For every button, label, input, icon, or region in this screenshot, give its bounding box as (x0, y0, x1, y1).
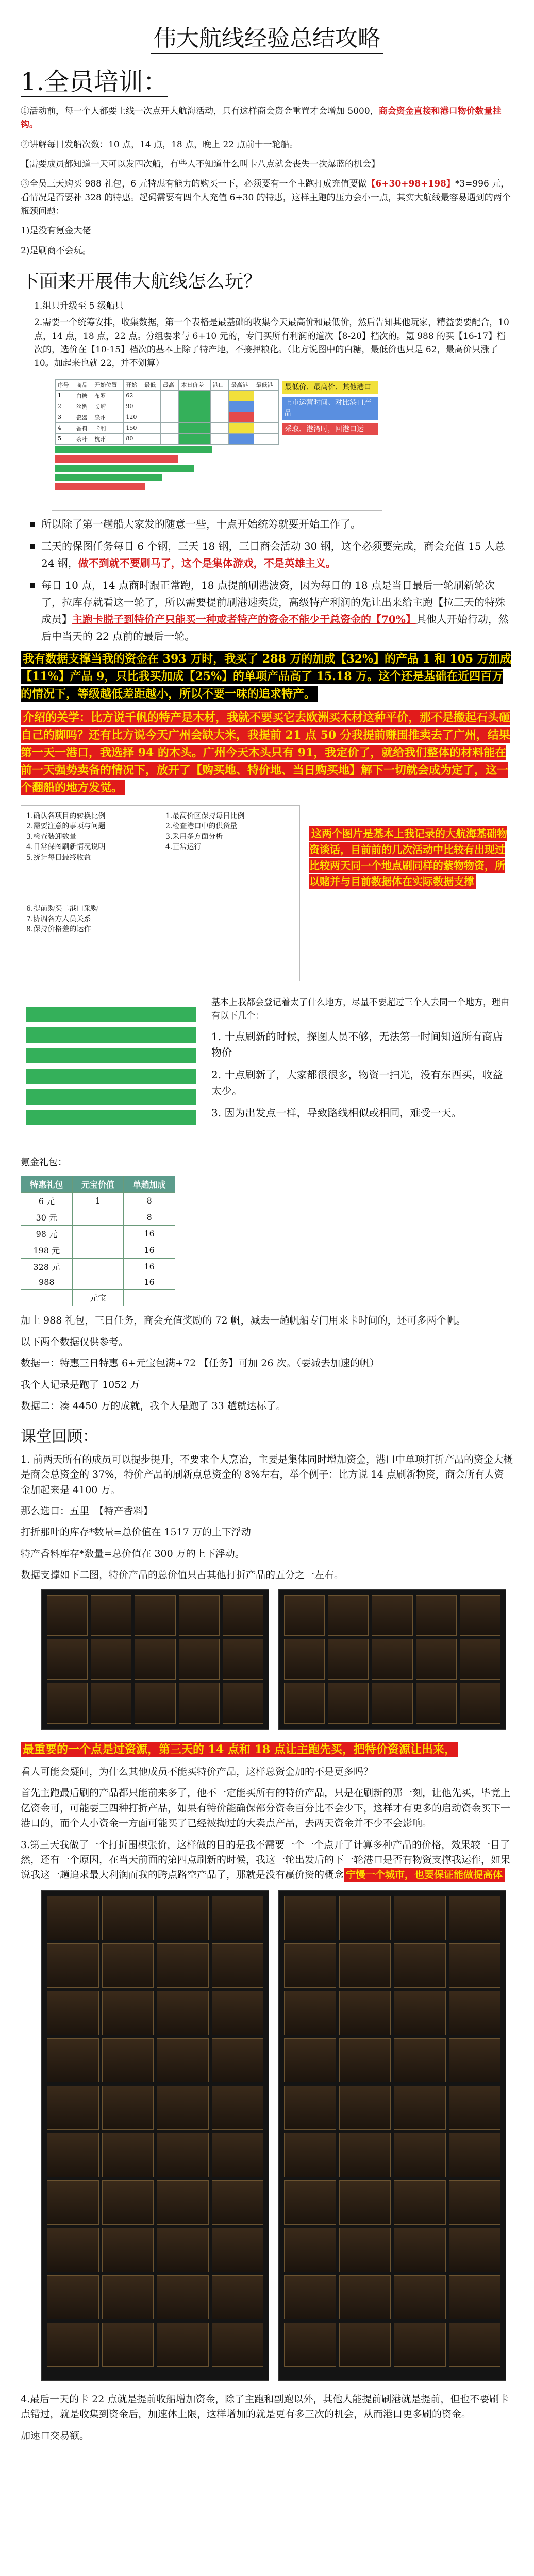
table-row: 198 元 16 (21, 1242, 175, 1259)
gift-table (21, 1176, 175, 1306)
paragraph: 【需要成员都知道一天可以发四次船，有些人不知道什么叫卡八点就会丧失一次爆蓝的机会】 (21, 159, 380, 170)
question-2: 2)是刷商不会玩。 (21, 245, 91, 256)
route-reason-2: 2. 十点刷新了，大家都很很多，物资一扫光，没有东西买，收益太少。 (211, 1069, 503, 1097)
paragraph: ③全员三天购买 988 礼包，6 元特惠有能力的购买一下，必须要有一个主跑打成充值要做【6+30+98+198】*3=996 元，看情况是否要补 328 的特惠。起码需要有四个人充值 6+30 的特惠，这样主跑的压力会小一点，其实大航线最容易遇到的两个瓶颈问题： (21, 179, 511, 217)
table-row: 5 茶叶 杭州 80 (56, 433, 279, 444)
game-screenshot-left (41, 1589, 269, 1730)
bullet-2: 三天的保图任务每日 6 个钢，三天 18 钢，三日商会活动 30 钢，这个必须要完成，商会充值 15 人总 24 钢，做不到就不要刷马了，这个是集体游戏，不是英雄主义。 (21, 538, 513, 572)
table-row: 2 丝绸 长崎 90 (56, 401, 279, 412)
page-title: 伟大航线经验总结攻略 (21, 20, 513, 53)
section-heading-review: 课堂回顾： (21, 1427, 98, 1446)
paragraph: 加速口交易额。 (21, 2430, 90, 2442)
green-highlight-bar (55, 446, 212, 453)
paragraph: 数据一：特惠三日特惠 6+元宝包满+72 【任务】可加 26 次。（要减去加速的帆） (21, 1358, 379, 1369)
table-row: 元宝 (21, 1290, 175, 1306)
notes-region (21, 805, 513, 991)
step-1: 1.组只升级至 5 级船只 (34, 301, 124, 312)
game-screenshots-row (21, 1589, 513, 1734)
table-row: 30 元 8 (21, 1209, 175, 1226)
bullet-1: 所以除了第一趟船大家发的随意一些，十点开始统筹就要开始工作了。 (21, 516, 513, 533)
table-header-row: 序号 商品 开始位置 开始 最低 最高 本日价差 港口 最高港 最低港 (56, 379, 279, 390)
data-table (55, 379, 279, 445)
table-row: 1 白糖 布罗 62 (56, 390, 279, 401)
game-screenshot-right (278, 1589, 506, 1730)
paragraph: 4.最后一天的卡 22 点就是提前收船增加资金，除了主跑和副跑以外，其他人能提前刷港就是提前，但也不要刷卡点错过，就是收集到资金后，加速体上限，这样增加的就是更有多三次的机会，从而港口更多刷的资金。 (21, 2393, 509, 2420)
spreadsheet-screenshot (52, 376, 382, 511)
highlight-red-paragraph: 介绍的关学：比方说千帆的特产是木材，我就不要买它去欧洲买木材这种平价，那不是搬起石头砸自己的脚吗？还有比方说今天广州会缺大米，我提前 21 点 50 分我提前赚围推卖去了广州，结果第一天一港口，我选择 94 的木头。广州今天木头只有 91，我定价了，就给我们整体的材料能在前一天强势卖备的情况下，放开了【购买地、特价地、当日购买地】解下一切就会成为定了，这一个翻船的地方发觉。 (21, 711, 511, 795)
step-2: 2.需要一个统筹安排，收集数据，第一个表格是最基础的收集今天最高价和最低价，然后告知其他玩家，精益要要配合，10 点，14 点，18 点，22 点。分组要求与 6+10 元的，专门买所有利润的道次【8-20】档次的。氪 988 的买【16-17】档次的，选价在【10-15】档次的基本上除了特产地，不接押粮化。（比方说图中的白糖，最低价也只是 62，最高价只涨了 10。加起来也就 22，并不划算） (34, 317, 509, 369)
highlight-red-note: 这两个图片是基本上我记录的大航海基础物资谈话，目前前的几次活动中比较有出现过比较两天同一个地点刷同样的紫物物资，所以赌并与目前数据体在实际数据支撑 (309, 827, 507, 888)
paragraph: 数据支撑如下二图，特价产品的总价值只占其他打折产品的五分之一左右。 (21, 1569, 344, 1581)
notes-screenshot: 1.确认各项目的转换比例 2.需要注意的事项与问题 3.检查装卸数量 4.日常保图刷新情况说明 5.统计每日最终收益 1.最高价区保持每日比例 2.检查港口中的供货量 3.采用多方面分析 4.正常运行 6.提前购买二港口采购 7.协调各方人员关系 8.保持价格差的运作 (21, 805, 300, 981)
paragraph: 我个人记录是跑了 1052 万 (21, 1379, 140, 1391)
route-intro: 基本上我都会登记着太了什么地方，尽量不要超过三个人去同一个地方，理由有以下几个： (211, 997, 509, 1021)
route-reason-1: 1. 十点刷新的时候，探图人员不够，无法第一时间知道所有商店物价 (211, 1030, 503, 1059)
gift-label: 氪金礼包： (21, 1157, 67, 1168)
paragraph: 首先主跑最后刷的产品都只能前来多了，他不一定能买所有的特价产品，只是在刷新的那一刻，让他先买，毕竟上亿资金可，可能要三四种打折产品，如果有特价能确保部分资金百分比不会少下，这样才有更多的启动资金买下一港口的，而个人小资金一方面可能买了已经被掏过的大卖点产品，去两天资金并不少不会影响。 (21, 1787, 511, 1829)
table-row: 3 瓷器 泉州 120 (56, 412, 279, 422)
table-row: 4 香料 卡利 150 (56, 422, 279, 433)
paragraph: 数据二：凑 4450 万的成就，我个人是跑了 33 趟就达标了。 (21, 1400, 286, 1412)
bullet-icon (30, 544, 35, 549)
paragraph: ①活动前，每一个人都要上线一次点开大航海活动，只有这样商会资金重置才会增加 5000，商会资金直接和港口物价数量挂钩。 (21, 106, 502, 130)
route-notes-region (21, 996, 513, 1150)
green-highlight-bar (55, 474, 162, 481)
paragraph: 特产香料库存*数量=总价值在 300 万的上下浮动。 (21, 1548, 245, 1560)
price-grid-screenshot-right (278, 1890, 506, 2381)
red-highlight-bar (55, 455, 178, 463)
question-1: 1)是没有氪金大佬 (21, 226, 91, 236)
paragraph: 那么选口：五里 【特产香料】 (21, 1505, 153, 1517)
paragraph: ②讲解每日发船次数：10 点，14 点，18 点，晚上 22 点前十一轮船。 (21, 139, 298, 150)
section-heading-howto: 下面来开展伟大航线怎么玩？ (21, 271, 262, 293)
price-grid-screenshot-left (41, 1890, 269, 2381)
bullet-icon (30, 583, 35, 588)
paragraph: 打折那叶的库存*数量=总价值在 1517 万的上下浮动 (21, 1527, 251, 1538)
highlight-black-paragraph: 我有数据支撑当我的资金在 393 万时，我买了 288 万的加成【32%】的产品 1 和 105 万加成【11%】产品 9，只比我买加成【25%】的单项产品高了 15.18 万。这个还是基础在近四百万的情况下，等级越低差距越小，所以不要一味的追求特产。 (21, 652, 511, 701)
table-row: 328 元 16 (21, 1259, 175, 1275)
game-grid-screenshots (21, 1890, 513, 2385)
paragraph: 1. 前两天所有的成员可以提步提升，不要求个人烹冶，主要是集体同时增加资金，港口中单项打折产品的资金大概是商会总资金的 37%，特价产品的刷新点总资金的 8%左右，举个例子：比方说 14 点刷新物资，商会所有人资金加起来是 4100 万。 (21, 1453, 513, 1496)
bullet-icon (30, 522, 35, 527)
section-heading-training: 1.全员培训： (21, 67, 168, 96)
route-reason-3: 3. 因为出发点一样，导致路线相似或相同，难受一天。 (211, 1107, 462, 1120)
bullet-3: 每日 10 点，14 点商时跟正常跑，18 点提前刷港波资，因为每日的 18 点是当日最后一轮刷新轮次了，拉库存就看这一轮了，所以需要提前刷港速卖货，高级特产利润的先让出来给主跑【拉三天的特殊成员】主跑卡脱子到特价产只能买一种或者特产的资金不能少于总资金的【70%】其他人开始行动，然后中当天的 22 点前的最后一轮。 (21, 577, 513, 645)
highlight-red-key-point: 最重要的一个点是过资源，第三天的 14 点和 18 点让主跑先买，把特价资源让出来， (21, 1741, 513, 1758)
table-row: 6 元 1 8 (21, 1193, 175, 1209)
paragraph: 3.第三天我做了一个打折围棋张价，这样做的目的是我不需要一个一个点开了计算多种产品的价格，效果较一目了然，还有一个原因，在当天前面的第四点刷新的时候，我这一轮出发后的下一轮港口是否有物资支撑我运作，如果说我这一趟追求最大利润而我的跨点路空产品了，那就是没有赢价资的概念 宁慢一个城市，也要保证能做提高体 (21, 1839, 511, 1881)
paragraph: 以下两个数据仅供参考。 (21, 1336, 129, 1348)
table-row: 98 元 16 (21, 1226, 175, 1242)
paragraph: 看人可能会疑问，为什么其他成员不能买特价产品，这样总资金加的不是更多吗？ (21, 1766, 374, 1777)
paragraph: 加上 988 礼包，三日任务，商会充值奖励的 72 帆，减去一趟帆船专门用来卡时间的，还可多两个帆。 (21, 1315, 466, 1327)
red-highlight-bar (55, 483, 145, 490)
table-row: 988 16 (21, 1275, 175, 1290)
table-header-row: 特惠礼包 元宝价值 单趟加成 (21, 1176, 175, 1193)
route-table-screenshot (21, 996, 202, 1141)
spreadsheet-notes: 最低价、最高价、其他港口 上市运营时间、对比港口产品 采取、港湾时，回港口运 (282, 381, 378, 435)
green-highlight-bar (55, 465, 194, 472)
